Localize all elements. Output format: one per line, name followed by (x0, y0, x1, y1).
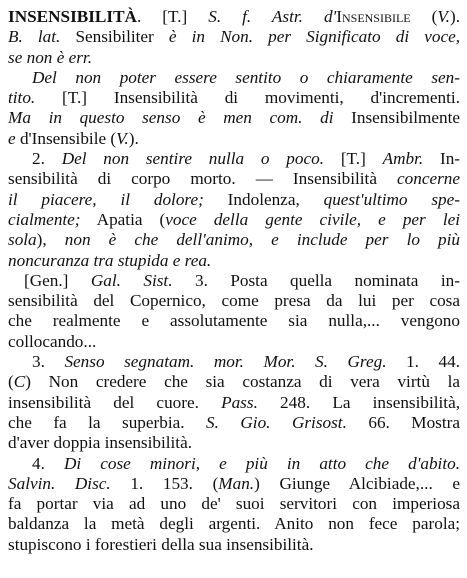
entry-text: ). (449, 7, 460, 26)
entry-text: 3. (32, 352, 65, 372)
entry-line (8, 352, 460, 372)
entry-line (8, 27, 460, 47)
entry-text: non è che dell'animo, e include per lo più (64, 230, 460, 250)
entry-line (8, 433, 460, 453)
entry-text: Del non poter essere sentito o chiaramente sen- (32, 67, 460, 87)
entry-text: ( (410, 7, 438, 26)
entry-text: Di cose minori, e più in atto che d'abito. (63, 453, 461, 473)
entry-line (8, 372, 460, 392)
entry-text: Ma in questo senso è men com. di (8, 108, 334, 128)
entry-text: cialmente; (8, 209, 81, 229)
entry-line (8, 291, 460, 311)
entry-text: il piacere, il dolore; (8, 189, 204, 209)
entry-text: e (8, 128, 16, 148)
entry-text: C (13, 372, 26, 392)
dictionary-entry (8, 7, 460, 555)
entry-text: che realmente e assolutamente sia nulla,... vengono (8, 311, 460, 331)
entry-text: 1. 153. ( (110, 473, 219, 493)
entry-line (8, 271, 460, 291)
entry-text: sensibilità del Copernico, come presa da lui per cosa (8, 291, 460, 311)
entry-text: Sensibiliter (60, 27, 169, 47)
entry-text: sola (8, 230, 37, 250)
entry-text: Insensibile (336, 7, 411, 26)
entry-text: ) Non credere che sia costanza di vera virtù la (25, 372, 460, 392)
entry-line (8, 514, 460, 534)
entry-text: V. (116, 128, 129, 148)
entry-line (8, 7, 460, 27)
entry-line (8, 108, 460, 128)
entry-line (8, 332, 460, 352)
entry-text: [T.] Insensibilità di movimenti, d'incrementi. (35, 88, 460, 108)
entry-text: tito. (8, 88, 36, 108)
entry-text: insensibilità del cuore. (8, 392, 222, 412)
entry-text: d'Insensibile ( (15, 128, 117, 148)
entry-text: stupiscono i forestieri della sua insensibilità. (8, 534, 314, 554)
entry-text: Man. (218, 473, 255, 493)
entry-text: se non è err. (8, 47, 93, 67)
entry-line (8, 190, 460, 210)
entry-text: è in Non. per Significato di voce, (168, 27, 460, 47)
entry-line (8, 393, 460, 413)
entry-text: V. (437, 7, 450, 26)
entry-line (8, 494, 460, 514)
entry-text: ( (8, 372, 14, 392)
entry-text: che fa la superbia. (8, 412, 207, 432)
entry-line (8, 169, 460, 189)
entry-text: voce della gente civile, e per lei (165, 209, 460, 229)
entry-text: Pass. (221, 392, 258, 412)
entry-line (8, 474, 460, 494)
entry-text: . [T.] (136, 7, 209, 26)
entry-text: Salvin. Disc. (8, 473, 111, 493)
entry-line (8, 129, 460, 149)
entry-text: 1. 44. (386, 352, 460, 372)
entry-text: 3. Posta quella nominata in- (172, 270, 460, 290)
entry-line (8, 88, 460, 108)
entry-text: S. Gio. Grisost. (206, 412, 347, 432)
headword: INSENSIBILITÀ (8, 7, 137, 26)
entry-text: In- (423, 149, 461, 169)
entry-text: [T.] (324, 149, 383, 169)
entry-line (8, 210, 460, 230)
entry-text: Apatia ( (80, 209, 166, 229)
entry-text: 4. (32, 453, 64, 473)
entry-line (8, 311, 460, 331)
entry-text: concerne (397, 169, 460, 189)
entry-text: Insensibilmente (333, 108, 460, 128)
entry-text: Indolenza, (203, 189, 324, 209)
entry-line (8, 230, 460, 250)
entry-text: Del non sentire nulla o poco. (61, 149, 325, 169)
entry-text: 66. Mostra (346, 412, 460, 432)
entry-line (8, 535, 460, 555)
entry-text: ). (128, 128, 139, 148)
entry-text: ), (36, 230, 65, 250)
entry-text: ) Giunge Alcibiade,... e (254, 473, 461, 493)
entry-text: sensibilità di corpo morto. — Insensibilità (8, 169, 397, 189)
entry-text: S. f. Astr. d' (208, 7, 337, 26)
entry-line (8, 413, 460, 433)
entry-line (8, 251, 460, 271)
entry-text: 2. (32, 149, 62, 169)
entry-text: noncuranza tra stupida e rea. (8, 250, 212, 270)
entry-text: B. lat. (8, 27, 61, 47)
entry-line (8, 149, 460, 169)
entry-text: [Gen.] (24, 270, 91, 290)
entry-text: Gal. Sist. (90, 270, 173, 290)
entry-text: d'aver doppia insensibilità. (8, 433, 193, 453)
entry-text: quest'ultimo spe- (323, 189, 460, 209)
entry-text: baldanza la metà degli argenti. Anito non fece parola; (8, 514, 460, 534)
entry-text: fa portar via ad uno de' suoi servitori con imperiosa (8, 494, 460, 514)
entry-line (8, 454, 460, 474)
entry-line (8, 48, 460, 68)
entry-text: collocando... (8, 331, 97, 351)
entry-line (8, 68, 460, 88)
entry-text: Senso segnatam. mor. Mor. S. Greg. (64, 352, 387, 372)
entry-text: 248. La insensibilità, (257, 392, 460, 412)
entry-text: Ambr. (382, 149, 424, 169)
